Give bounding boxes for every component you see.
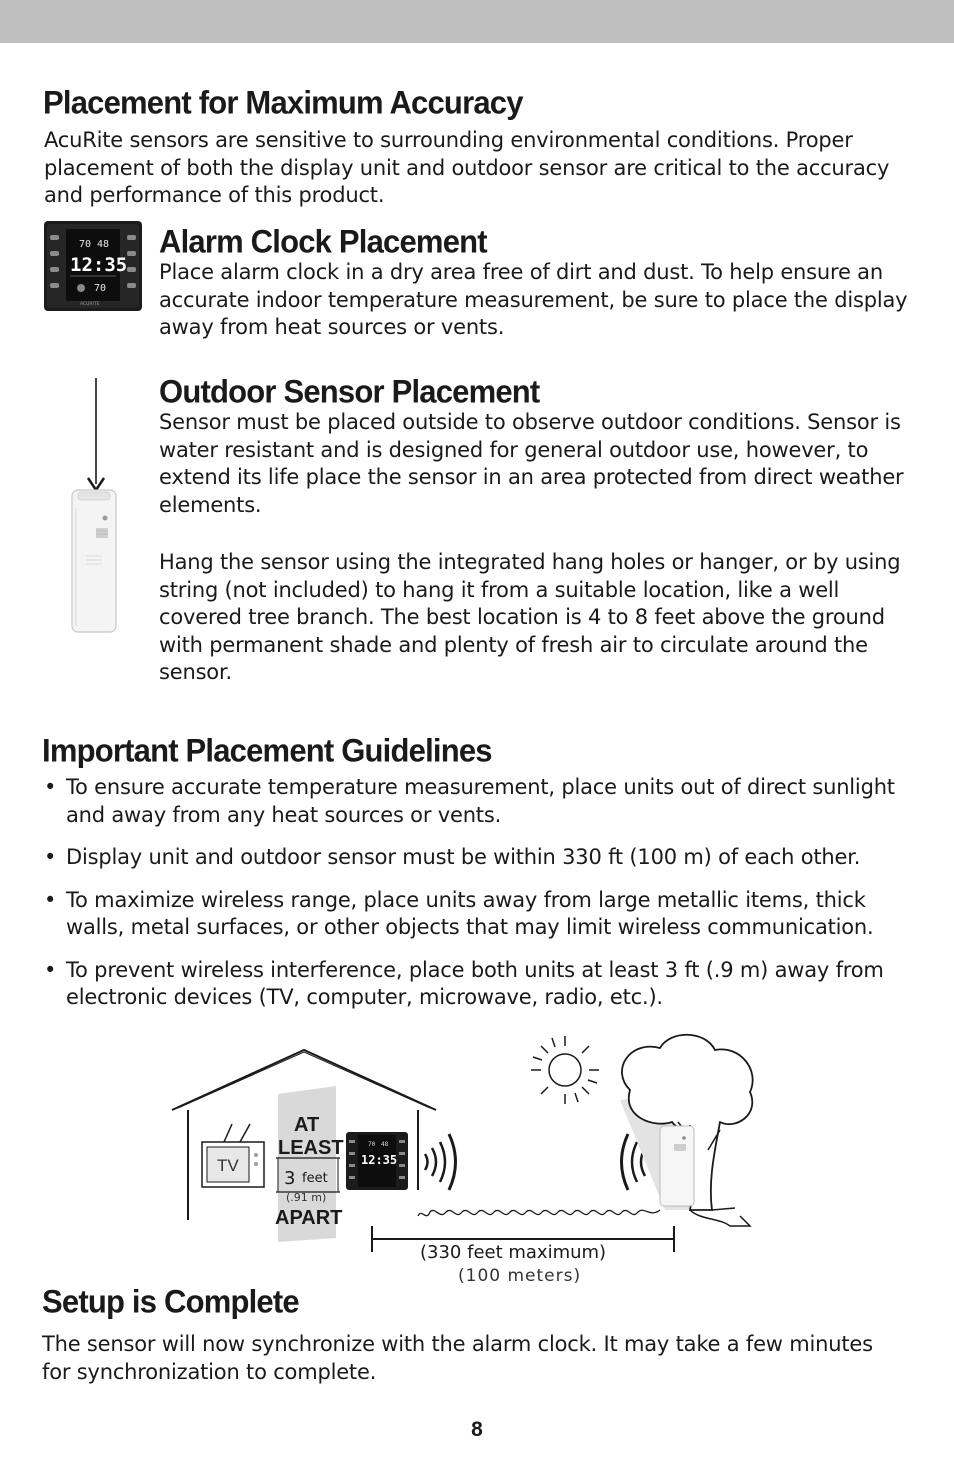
- placement-body: AcuRite sensors are sensitive to surrounding environmental conditions. Proper placement of both the display unit and outdoor sensor are critical to the accuracy and performance of this product.: [44, 128, 890, 207]
- outdoor-sensor-body-2: Hang the sensor using the integrated hang holes or hanger, or by using string (not included) to hang it from a suitable location, like a well covered tree branch. The best location is 4 to 8 feet above the ground with permanent shade and plenty of fresh air to circulate around the sensor.: [159, 550, 901, 684]
- outdoor-sensor-title: Outdoor Sensor Placement: [159, 373, 540, 411]
- clock-temp: 70: [79, 239, 92, 250]
- clock-outdoor-temp: 70: [94, 283, 107, 294]
- range-meters-label: (100 meters): [458, 1266, 582, 1286]
- guideline-item: [44, 957, 924, 1012]
- outdoor-sensor-image: [68, 378, 124, 634]
- header-bar: [0, 0, 954, 43]
- guideline-text: Display unit and outdoor sensor must be within 330 ft (100 m) of each other.: [66, 845, 861, 869]
- clock-humidity: 48: [97, 239, 110, 250]
- guideline-item: [44, 844, 924, 872]
- placement-title: Placement for Maximum Accuracy: [43, 84, 523, 122]
- outdoor-sensor-body-1: Sensor must be placed outside to observe outdoor conditions. Sensor is water resistant and is designed for general outdoor use, however, to extend its life place the sensor in an area protected from direct weather elements.: [159, 410, 904, 517]
- guideline-item: [44, 774, 924, 829]
- apart-label: APART: [275, 1207, 343, 1229]
- distance-number: 3: [284, 1168, 296, 1189]
- diagram-clock-icon: [346, 1132, 408, 1190]
- bullet: •: [44, 845, 57, 869]
- alarm-clock-image: [44, 221, 142, 311]
- diagram-sensor-icon: [660, 1126, 694, 1206]
- sun-icon: [531, 1036, 599, 1104]
- least-label: LEAST: [278, 1137, 344, 1159]
- guidelines-title: Important Placement Guidelines: [42, 732, 492, 770]
- page-number: 8: [471, 1418, 483, 1441]
- guideline-text: To maximize wireless range, place units away from large metallic items, thick walls, metal surfaces, or other objects that may limit wireless communication.: [66, 887, 874, 939]
- tv-icon: [202, 1124, 264, 1187]
- bullet: •: [44, 887, 57, 912]
- guideline-text: To ensure accurate temperature measurement, place units out of direct sunlight and away from any heat sources or vents.: [66, 775, 895, 827]
- signal-waves-left: [425, 1134, 456, 1190]
- guidelines-list: [44, 774, 924, 1027]
- setup-title: Setup is Complete: [42, 1283, 299, 1321]
- bullet: •: [44, 957, 57, 982]
- guideline-item: [44, 887, 924, 942]
- placement-diagram: [160, 1030, 770, 1290]
- tv-label: TV: [217, 1156, 239, 1175]
- diagram-clock-time: 12:35: [361, 1153, 398, 1167]
- guideline-text: To prevent wireless interference, place both units at least 3 ft (.9 m) away from electronic devices (TV, computer, microwave, radio, etc.).: [66, 957, 884, 1009]
- distance-meters: (.91 m): [286, 1191, 327, 1204]
- diagram-clock-humidity: 48: [381, 1141, 389, 1148]
- alarm-clock-title: Alarm Clock Placement: [159, 223, 487, 261]
- distance-unit: feet: [302, 1171, 328, 1186]
- range-label: (330 feet maximum): [420, 1242, 607, 1263]
- bullet: •: [44, 775, 57, 799]
- grass-line: [418, 1210, 660, 1216]
- at-label: AT: [294, 1114, 320, 1136]
- clock-time: 12:35: [70, 254, 128, 276]
- diagram-clock-temp: 70: [368, 1141, 376, 1148]
- alarm-clock-body: Place alarm clock in a dry area free of dirt and dust. To help ensure an accurate indoor temperature measurement, be sure to place the display away from heat sources or vents.: [159, 260, 908, 339]
- setup-body: The sensor will now synchronize with the alarm clock. It may take a few minutes for synchronization to complete.: [42, 1332, 873, 1384]
- clock-brand: ACURITE: [80, 302, 100, 307]
